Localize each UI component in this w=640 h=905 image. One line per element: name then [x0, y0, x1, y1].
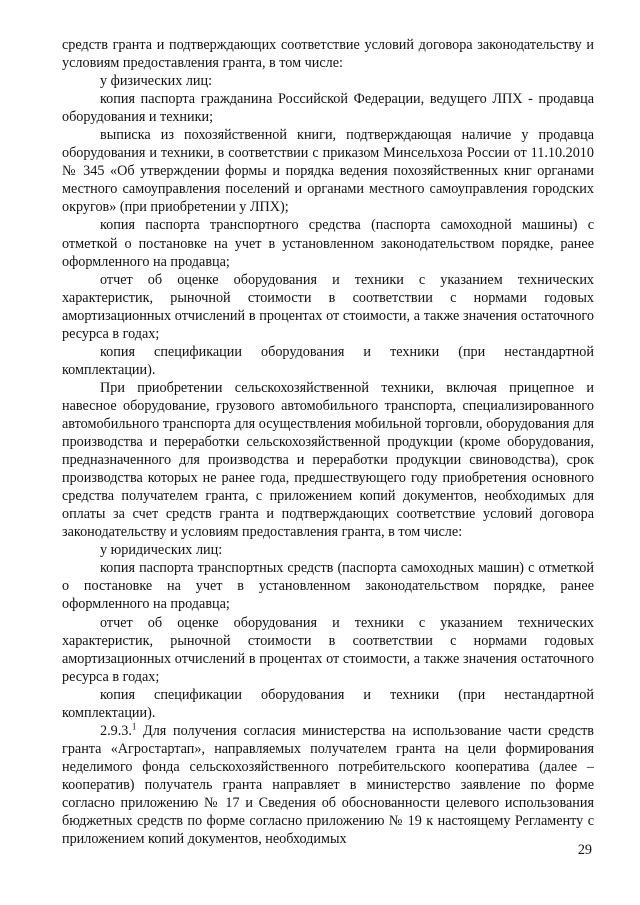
clause-number: 2.9.3.	[100, 722, 132, 739]
paragraph: копия паспорта транспортных средств (паспорта самоходных машин) с отметкой о постановке на учет в установленном законодательством порядке, ранее оформленного на продавца;	[62, 560, 594, 613]
paragraph: у физических лиц:	[100, 73, 213, 90]
paragraph: копия спецификации оборудования и техники (при нестандартной комплектации).	[62, 686, 594, 721]
page-number: 29	[577, 842, 592, 858]
paragraph: у юридических лиц:	[100, 542, 223, 559]
paragraph: копия спецификации оборудования и техники (при нестандартной комплектации).	[62, 343, 594, 378]
paragraph: копия паспорта транспортного средства (паспорта самоходной машины) с отметкой о постановке на учет в установленном законодательством порядке, ранее оформленного на продавца;	[62, 217, 594, 270]
paragraph: копия паспорта гражданина Российской Федерации, ведущего ЛПХ - продавца оборудования и техники;	[62, 91, 594, 126]
paragraph: отчет об оценке оборудования и техники с указанием технических характеристик, рыночной стоимости в соответствии с нормами годовых амортизационных отчислений в процентах от стоимости, а также значения остаточного ресурса в годах;	[62, 271, 594, 342]
clause-paragraph	[62, 722, 594, 848]
paragraph: отчет об оценке оборудования и техники с указанием технических характеристик, рыночной стоимости в соответствии с нормами годовых амортизационных отчислений в процентах от стоимости, а также значения остаточного ресурса в годах;	[62, 614, 594, 685]
footnote-mark[interactable]: 1	[131, 721, 137, 732]
paragraph: выписка из похозяйственной книги, подтверждающая наличие у продавца оборудования и техники, в соответствии с приказом Минсельхоза России от 11.10.2010 № 345 «Об утверждении формы и порядка ведения похозяйственных книг органами местного самоуправления поселений и органами местного самоуправления городских округов» (при приобретении у ЛПХ);	[62, 127, 594, 216]
paragraph: средств гранта и подтверждающих соответствие условий договора законодательству и условиям предоставления гранта, в том числе:	[62, 37, 594, 72]
paragraph: При приобретении сельскохозяйственной техники, включая прицепное и навесное оборудование, грузового автомобильного транспорта, специализированного автомобильного транспорта для осуществления мобильной торговли, оборудования для производства и переработки сельскохозяйственной продукции (кроме оборудования, предназначенного для производства и переработки продукции свиноводства), срок производства которых не ранее года, предшествующего году приобретения основного средства получателем гранта, с приложением копий документов, необходимых для оплаты за счет средств гранта и подтверждающих соответствие условий договора законодательству и условиям предоставления гранта, в том числе:	[62, 379, 594, 541]
clause-text: Для получения согласия министерства на использование части средств гранта «Агростартап», направляемых получателем гранта на цели формирования неделимого фонда сельскохозяйственного потребительского кооператива (далее –кооператив) получатель гранта направляет в министерство заявление по форме согласно приложению № 17 и Сведения об обоснованности целевого использования бюджетных средств по форме согласно приложению № 19 к настоящему Регламенту с приложением копий документов, необходимых	[62, 722, 594, 848]
document-body	[62, 36, 594, 848]
